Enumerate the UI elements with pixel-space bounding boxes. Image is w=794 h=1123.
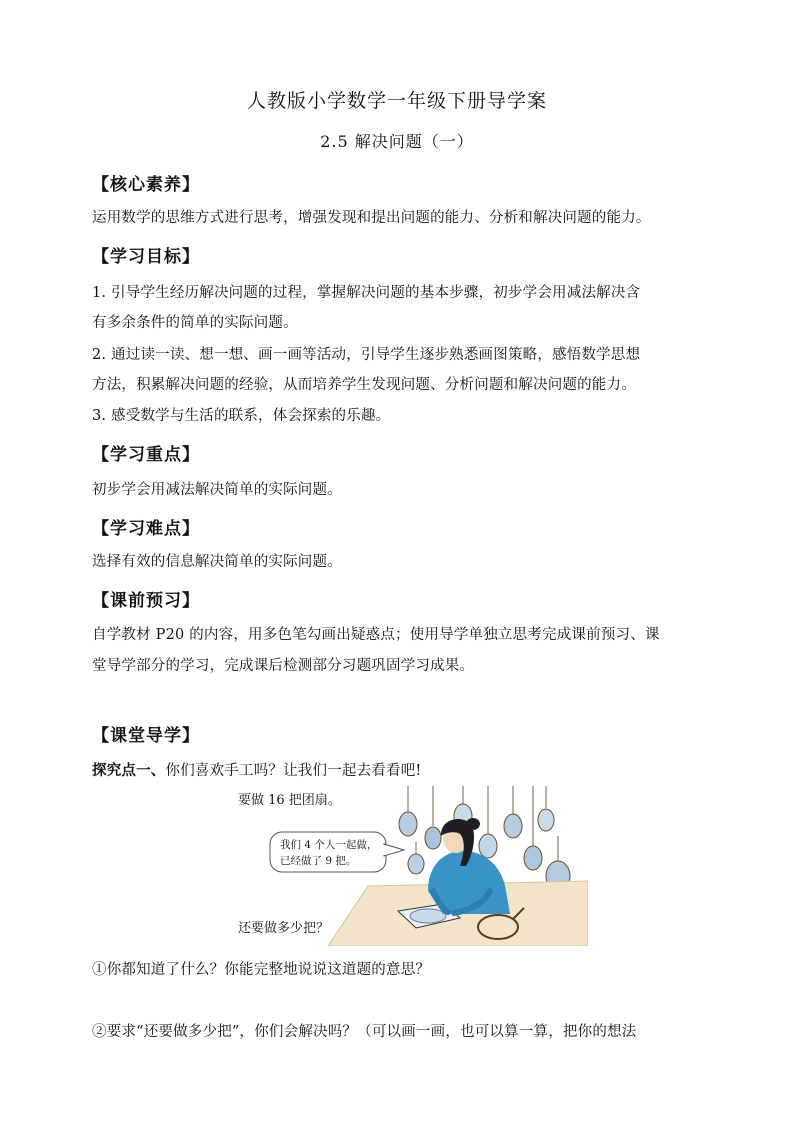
difficulty-text: 选择有效的信息解决简单的实际问题。 <box>92 554 342 570</box>
heading-core: 【核心素养】 <box>92 175 200 195</box>
bubble-line-1: 我们 4 个人一起做， <box>280 839 378 851</box>
question-1: ①你都知道了什么？你能完整地说说这道题的意思？ <box>92 962 431 978</box>
preview-line-1: 自学教材 P20 的内容，用多色笔勾画出疑惑点；使用导学单独立思考完成课前预习、课 <box>92 627 660 643</box>
document-title: 人教版小学数学一年级下册导学案 <box>246 90 547 112</box>
heading-difficulty: 【学习难点】 <box>92 519 200 539</box>
lesson-subtitle: 2.5 解决问题（一） <box>320 132 474 151</box>
core-text: 运用数学的思维方式进行思考，增强发现和提出问题的能力、分析和解决问题的能力。 <box>92 210 651 226</box>
goal-2-line-2: 方法，积累解决问题的经验，从而培养学生发现问题、分析问题和解决问题的能力。 <box>92 377 636 393</box>
explore-text: 你们喜欢手工吗？让我们一起去看看吧! <box>165 763 422 779</box>
heading-preview: 【课前预习】 <box>92 591 200 611</box>
question-2: ②要求“还要做多少把”，你们会解决吗？（可以画一画，也可以算一算，把你的想法 <box>92 1024 637 1040</box>
heading-key: 【学习重点】 <box>92 445 200 465</box>
heading-guide: 【课堂导学】 <box>92 726 200 746</box>
goal-1-line-1: 1. 引导学生经历解决问题的过程，掌握解决问题的基本步骤，初步学会用减法解决含 <box>92 285 641 301</box>
bubble-line-2: 已经做了 9 把。 <box>280 855 357 867</box>
goal-1-line-2: 有多余条件的简单的实际问题。 <box>92 315 298 331</box>
illustration-top-text: 要做 16 把团扇。 <box>238 793 341 808</box>
illustration-bottom-text: 还要做多少把？ <box>238 921 330 936</box>
fan-making-illustration <box>228 786 588 946</box>
preview-line-2: 堂导学部分的学习，完成课后检测部分习题巩固学习成果。 <box>92 658 475 674</box>
key-text: 初步学会用减法解决简单的实际问题。 <box>92 482 342 498</box>
goal-2-line-1: 2. 通过读一读、想一想、画一画等活动，引导学生逐步熟悉画图策略，感悟数学思想 <box>92 347 641 363</box>
heading-goals: 【学习目标】 <box>92 247 200 267</box>
goal-3-line-1: 3. 感受数学与生活的联系，体会探索的乐趣。 <box>92 408 391 424</box>
explore-point-1 <box>92 759 421 780</box>
explore-lead: 探究点一、 <box>92 763 166 779</box>
